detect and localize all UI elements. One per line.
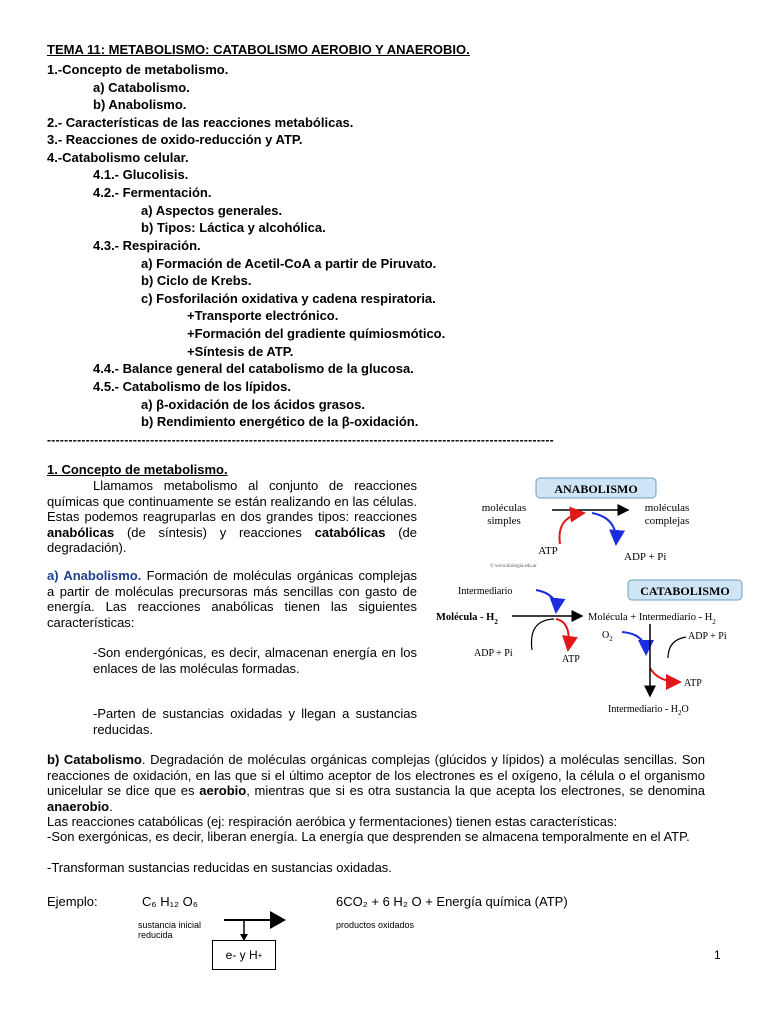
toc-item: 3.- Reacciones de oxido-reducción y ATP.: [47, 132, 303, 147]
toc-item: 4.3.- Respiración.: [93, 238, 201, 253]
section-title: 1. Concepto de metabolismo.: [47, 462, 228, 477]
anab-red-arrow: [560, 513, 585, 544]
anabolismo-text: Formación de moléculas orgánicas complejas a partir de moléculas precursoras más sencillas con gasto de energía. Las reacciones anabólicas tienen las siguientes características:: [47, 568, 417, 630]
toc-item: b) Tipos: Láctica y alcohólica.: [141, 220, 326, 235]
catab-red-arrow-right: [650, 668, 680, 682]
catab-curve-black-right: [668, 637, 686, 658]
anabolismo-label: a) Anabolismo.: [47, 568, 142, 583]
toc-item: a) Catabolismo.: [93, 80, 190, 95]
intro-anabolicas: anabólicas: [47, 524, 115, 540]
catab-blue-arrow-right: [622, 632, 646, 654]
reaction-arrow: [222, 908, 288, 942]
catab-bottom: Intermediario - $H_2O$: [608, 704, 689, 717]
anabolismo-point-2: -Parten de sustancias oxidadas y llegan a sustancias reducidas.: [93, 706, 417, 737]
toc-item: +Síntesis de ATP.: [187, 344, 294, 359]
anab-adp: ADP + Pi: [624, 551, 667, 563]
toc-item: 4.1.- Glucolisis.: [93, 167, 189, 182]
anab-left-1: moléculas: [481, 502, 527, 514]
watermark: © www.biologia.edu.ar: [490, 564, 537, 569]
catab-atp-right: ATP: [684, 678, 702, 689]
example-label: Ejemplo:: [47, 894, 98, 909]
toc-item: +Formación del gradiente químiosmótico.: [187, 326, 446, 341]
anabolismo-point-1: -Son endergónicas, es decir, almacenan energía en los enlaces de las moléculas formadas.: [93, 645, 417, 676]
intro-text: (de síntesis) y reacciones: [114, 524, 315, 540]
anabolismo-paragraph: [47, 568, 417, 630]
catabolismo-title: CATABOLISMO: [640, 584, 730, 598]
toc-item: b) Rendimiento energético de la β-oxidación.: [141, 414, 419, 429]
reactant-note-1: sustancia inicial: [138, 920, 202, 930]
intro-text: Llamamos metabolismo al conjunto de reacciones químicas que continuamente se están realizando en las células. Estas podemos reagruparlas en dos grandes tipos: reacciones: [47, 478, 417, 524]
anab-blue-arrow: [592, 513, 616, 544]
reactant-note-2: reducida: [138, 930, 173, 940]
separator-line: ----------------------------------------------------------------------------------------------------------------------: [47, 433, 554, 447]
toc-item: c) Fosforilación oxidativa y cadena respiratoria.: [141, 291, 436, 306]
example-reactant: C₆ H₁₂ O₆: [142, 894, 199, 909]
catabolismo-characteristics-intro: Las reacciones catabólicas (ej: respiración aeróbica y fermentaciones) tienen estas características:: [47, 814, 618, 829]
toc-item: b) Ciclo de Krebs.: [141, 273, 252, 288]
catabolismo-text: .: [109, 798, 113, 814]
anab-right-1: moléculas: [644, 502, 690, 514]
document-title: TEMA 11: METABOLISMO: CATABOLISMO AEROBIO Y ANAEROBIO.: [47, 42, 470, 57]
catab-adp-right: ADP + Pi: [688, 631, 727, 642]
products-note: productos oxidados: [336, 920, 415, 930]
catab-intermediario: Intermediario: [458, 586, 513, 597]
anab-left-2: simples: [487, 515, 521, 527]
electrons-sup: +: [257, 950, 263, 960]
example-products: 6CO₂ + 6 H₂ O + Energía química (ATP): [336, 894, 568, 909]
toc-item: 4.5.- Catabolismo de los lípidos.: [93, 379, 291, 394]
catab-product: Molécula + Intermediario - $H_2$: [588, 612, 716, 626]
toc-item: 4.-Catabolismo celular.: [47, 150, 189, 165]
anaerobio-term: anaerobio: [47, 798, 110, 814]
intro-paragraph: [47, 478, 417, 556]
intro-catabolicas: catabólicas: [314, 524, 386, 540]
catabolismo-label: b) Catabolismo: [47, 752, 142, 767]
aerobio-term: aerobio: [199, 783, 247, 798]
anab-right-2: complejas: [644, 515, 690, 527]
catabolismo-text: . Degradación de moléculas orgánicas complejas (glúcidos y lípidos) a moléculas sencillas. Son reacciones de oxidación, en las que si el último aceptor de los electrones es el oxígeno, la célula o el organismo unicelular se dice que es: [47, 752, 705, 798]
electrons-label: e- y H: [225, 948, 258, 962]
catabolismo-point-1: -Son exergónicas, es decir, liberan energía. La energía que desprenden se almacena temporalmente en el ATP.: [47, 829, 690, 844]
toc-item: a) Formación de Acetil-CoA a partir de Piruvato.: [141, 256, 437, 271]
toc-item: 2.- Características de las reacciones metabólicas.: [47, 115, 354, 130]
catab-red-arrow-left: [556, 619, 569, 650]
catab-o2: $O_2$: [602, 630, 613, 643]
anabolismo-title: ANABOLISMO: [554, 482, 638, 496]
intro-text: (de degradación).: [47, 524, 417, 555]
catab-blue-arrow-left: [536, 590, 556, 612]
toc-item: 4.2.- Fermentación.: [93, 185, 212, 200]
toc-item: a) Aspectos generales.: [141, 203, 283, 218]
electrons-box: [212, 940, 276, 970]
toc-item: +Transporte electrónico.: [187, 308, 339, 323]
toc-item: 4.4.- Balance general del catabolismo de la glucosa.: [93, 361, 414, 376]
catab-molecula: Molécula - $H_2$: [436, 612, 498, 626]
toc-item: 1.-Concepto de metabolismo.: [47, 62, 229, 77]
toc-item: a) β-oxidación de los ácidos grasos.: [141, 397, 365, 412]
catabolismo-text: , mientras que si es otra sustancia la que acepta los electrones, se denomina: [246, 783, 705, 798]
anab-atp: ATP: [538, 545, 558, 557]
catab-adp-left: ADP + Pi: [474, 648, 513, 659]
catab-curve-black: [531, 619, 554, 650]
catab-atp-left: ATP: [562, 654, 580, 665]
page-number: 1: [714, 948, 721, 962]
metabolism-diagram: [432, 472, 750, 720]
toc-item: b) Anabolismo.: [93, 97, 187, 112]
catabolismo-paragraph: [47, 752, 705, 814]
catabolismo-point-2: -Transforman sustancias reducidas en sustancias oxidadas.: [47, 860, 392, 875]
